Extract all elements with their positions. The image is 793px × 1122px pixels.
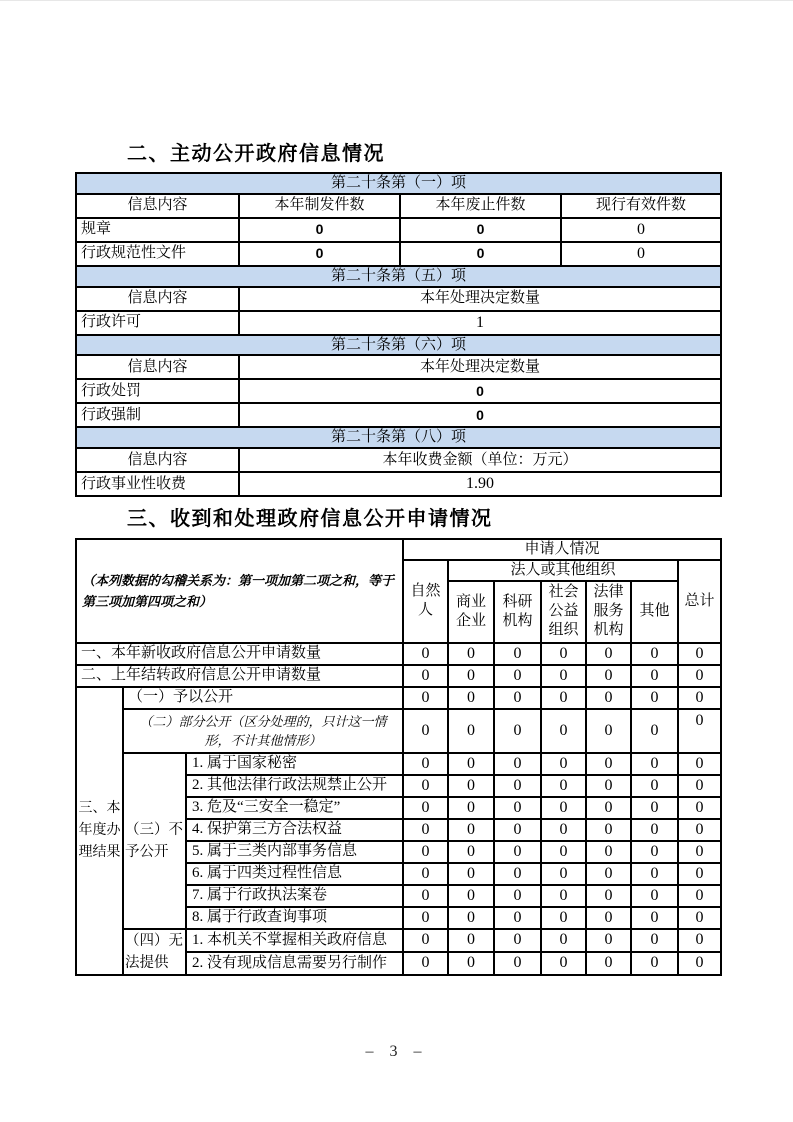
value-cell: 0	[586, 907, 631, 929]
value-cell: 0	[448, 665, 494, 687]
value-cell: 0	[561, 218, 721, 242]
column-header: 信息内容	[76, 194, 239, 218]
table-note: （本列数据的勾稽关系为：第一项加第二项之和，等于第三项加第四项之和）	[76, 539, 403, 643]
applications-table	[75, 538, 722, 976]
value-cell: 0	[678, 665, 721, 687]
article-band: 第二十条第（六）项	[76, 335, 721, 356]
value-cell: 0	[631, 841, 678, 863]
value-cell: 0	[586, 687, 631, 709]
value-cell: 0	[494, 819, 541, 841]
value-cell: 0	[403, 885, 448, 907]
value-cell: 0	[494, 709, 541, 753]
row-label: 8. 属于行政查询事项	[186, 907, 403, 929]
value-cell: 1.90	[239, 472, 721, 496]
column-header: 信息内容	[76, 448, 239, 472]
value-cell: 0	[494, 753, 541, 775]
column-header: 本年废止件数	[400, 194, 561, 218]
value-cell: 0	[631, 665, 678, 687]
value-cell: 0	[678, 687, 721, 709]
value-cell: 0	[631, 929, 678, 952]
value-cell: 0	[541, 841, 586, 863]
column-header: 本年收费金额（单位：万元）	[239, 448, 721, 472]
section-3-heading: 三、收到和处理政府信息公开申请情况	[127, 508, 493, 530]
column-header-applicant: 申请人情况	[403, 539, 721, 560]
value-cell: 0	[541, 643, 586, 665]
value-cell: 0	[586, 775, 631, 797]
value-cell: 0	[541, 952, 586, 975]
value-cell: 0	[561, 242, 721, 266]
value-cell: 0	[403, 753, 448, 775]
value-cell: 0	[239, 379, 721, 403]
value-cell: 0	[403, 709, 448, 753]
value-cell: 1	[239, 311, 721, 335]
row-label: 行政处罚	[76, 379, 239, 403]
row-label: 1. 属于国家秘密	[186, 753, 403, 775]
row-label: 一、本年新收政府信息公开申请数量	[76, 643, 403, 665]
value-cell: 0	[494, 952, 541, 975]
value-cell: 0	[448, 929, 494, 952]
row-group-label-results: 三、本年度办理结果	[76, 687, 123, 975]
row-label: 4. 保护第三方合法权益	[186, 819, 403, 841]
value-cell: 0	[541, 775, 586, 797]
value-cell: 0	[678, 775, 721, 797]
value-cell: 0	[586, 819, 631, 841]
value-cell: 0	[586, 797, 631, 819]
value-cell: 0	[400, 218, 561, 242]
value-cell: 0	[678, 929, 721, 952]
value-cell: 0	[678, 841, 721, 863]
value-cell: 0	[678, 643, 721, 665]
value-cell: 0	[494, 885, 541, 907]
value-cell: 0	[448, 775, 494, 797]
value-cell: 0	[494, 775, 541, 797]
value-cell: 0	[239, 218, 400, 242]
value-cell: 0	[494, 841, 541, 863]
column-header: 信息内容	[76, 287, 239, 311]
value-cell: 0	[448, 687, 494, 709]
column-header: 本年制发件数	[239, 194, 400, 218]
value-cell: 0	[494, 929, 541, 952]
value-cell: 0	[403, 819, 448, 841]
row-label: 2. 没有现成信息需要另行制作	[186, 952, 403, 975]
value-cell: 0	[586, 643, 631, 665]
column-header: 信息内容	[76, 355, 239, 379]
value-cell: 0	[448, 952, 494, 975]
value-cell: 0	[586, 863, 631, 885]
row-group-label-deny: （三）不予公开	[123, 753, 186, 929]
row-label: （二）部分公开（区分处理的，只计这一情形，不计其他情形）	[123, 709, 403, 753]
value-cell: 0	[678, 885, 721, 907]
value-cell: 0	[403, 665, 448, 687]
column-header-total: 总计	[678, 560, 721, 643]
value-cell: 0	[541, 863, 586, 885]
value-cell: 0	[541, 709, 586, 753]
column-header: 现行有效件数	[561, 194, 721, 218]
value-cell: 0	[678, 709, 721, 753]
article-band: 第二十条第（八）项	[76, 427, 721, 448]
value-cell: 0	[631, 863, 678, 885]
value-cell: 0	[403, 952, 448, 975]
row-label: 行政事业性收费	[76, 472, 239, 496]
column-header: 商业企业	[448, 581, 494, 643]
value-cell: 0	[586, 665, 631, 687]
value-cell: 0	[541, 665, 586, 687]
row-group-label-unable: （四）无法提供	[123, 929, 186, 975]
value-cell: 0	[631, 709, 678, 753]
value-cell: 0	[448, 797, 494, 819]
value-cell: 0	[631, 687, 678, 709]
article-band: 第二十条第（五）项	[76, 266, 721, 287]
value-cell: 0	[678, 797, 721, 819]
value-cell: 0	[494, 687, 541, 709]
article-band: 第二十条第（一）项	[76, 173, 721, 194]
value-cell: 0	[631, 797, 678, 819]
row-label: 1. 本机关不掌握相关政府信息	[186, 929, 403, 952]
value-cell: 0	[403, 797, 448, 819]
value-cell: 0	[631, 885, 678, 907]
column-header: 社会公益组织	[541, 581, 586, 643]
value-cell: 0	[494, 907, 541, 929]
value-cell: 0	[239, 403, 721, 427]
value-cell: 0	[541, 885, 586, 907]
value-cell: 0	[586, 952, 631, 975]
value-cell: 0	[448, 907, 494, 929]
value-cell: 0	[631, 775, 678, 797]
value-cell: 0	[448, 709, 494, 753]
value-cell: 0	[586, 885, 631, 907]
value-cell: 0	[403, 907, 448, 929]
value-cell: 0	[631, 952, 678, 975]
row-label: 二、上年结转政府信息公开申请数量	[76, 665, 403, 687]
value-cell: 0	[403, 863, 448, 885]
value-cell: 0	[403, 929, 448, 952]
value-cell: 0	[541, 797, 586, 819]
row-label: （一）予以公开	[123, 687, 403, 709]
value-cell: 0	[494, 863, 541, 885]
value-cell: 0	[631, 753, 678, 775]
value-cell: 0	[631, 819, 678, 841]
value-cell: 0	[403, 841, 448, 863]
row-label: 3. 危及“三安全一稳定”	[186, 797, 403, 819]
column-header: 法律服务机构	[586, 581, 631, 643]
value-cell: 0	[403, 687, 448, 709]
row-label: 行政规范性文件	[76, 242, 239, 266]
value-cell: 0	[586, 929, 631, 952]
value-cell: 0	[448, 819, 494, 841]
proactive-disclosure-table	[75, 172, 722, 497]
value-cell: 0	[586, 709, 631, 753]
column-header: 本年处理决定数量	[239, 287, 721, 311]
column-header: 其他	[631, 581, 678, 643]
column-header-legal-org: 法人或其他组织	[448, 560, 678, 581]
value-cell: 0	[678, 907, 721, 929]
column-header: 科研机构	[494, 581, 541, 643]
value-cell: 0	[448, 885, 494, 907]
section-2-heading: 二、主动公开政府信息情况	[127, 143, 385, 165]
row-label: 7. 属于行政执法案卷	[186, 885, 403, 907]
page-number: – 3 –	[365, 1043, 428, 1060]
column-header-natural-person: 自然人	[403, 560, 448, 643]
value-cell: 0	[678, 819, 721, 841]
row-label: 行政许可	[76, 311, 239, 335]
value-cell: 0	[403, 775, 448, 797]
value-cell: 0	[586, 753, 631, 775]
value-cell: 0	[541, 929, 586, 952]
row-label: 2. 其他法律行政法规禁止公开	[186, 775, 403, 797]
value-cell: 0	[494, 643, 541, 665]
value-cell: 0	[541, 819, 586, 841]
value-cell: 0	[586, 841, 631, 863]
row-label: 规章	[76, 218, 239, 242]
value-cell: 0	[448, 753, 494, 775]
value-cell: 0	[448, 643, 494, 665]
row-label: 6. 属于四类过程性信息	[186, 863, 403, 885]
value-cell: 0	[678, 753, 721, 775]
value-cell: 0	[541, 753, 586, 775]
value-cell: 0	[631, 643, 678, 665]
value-cell: 0	[678, 863, 721, 885]
value-cell: 0	[631, 907, 678, 929]
row-label: 行政强制	[76, 403, 239, 427]
value-cell: 0	[494, 797, 541, 819]
value-cell: 0	[678, 952, 721, 975]
value-cell: 0	[494, 665, 541, 687]
value-cell: 0	[400, 242, 561, 266]
row-label: 5. 属于三类内部事务信息	[186, 841, 403, 863]
column-header: 本年处理决定数量	[239, 355, 721, 379]
value-cell: 0	[448, 841, 494, 863]
page-content	[0, 1, 793, 976]
value-cell: 0	[239, 242, 400, 266]
value-cell: 0	[448, 863, 494, 885]
value-cell: 0	[541, 687, 586, 709]
value-cell: 0	[541, 907, 586, 929]
value-cell: 0	[403, 643, 448, 665]
